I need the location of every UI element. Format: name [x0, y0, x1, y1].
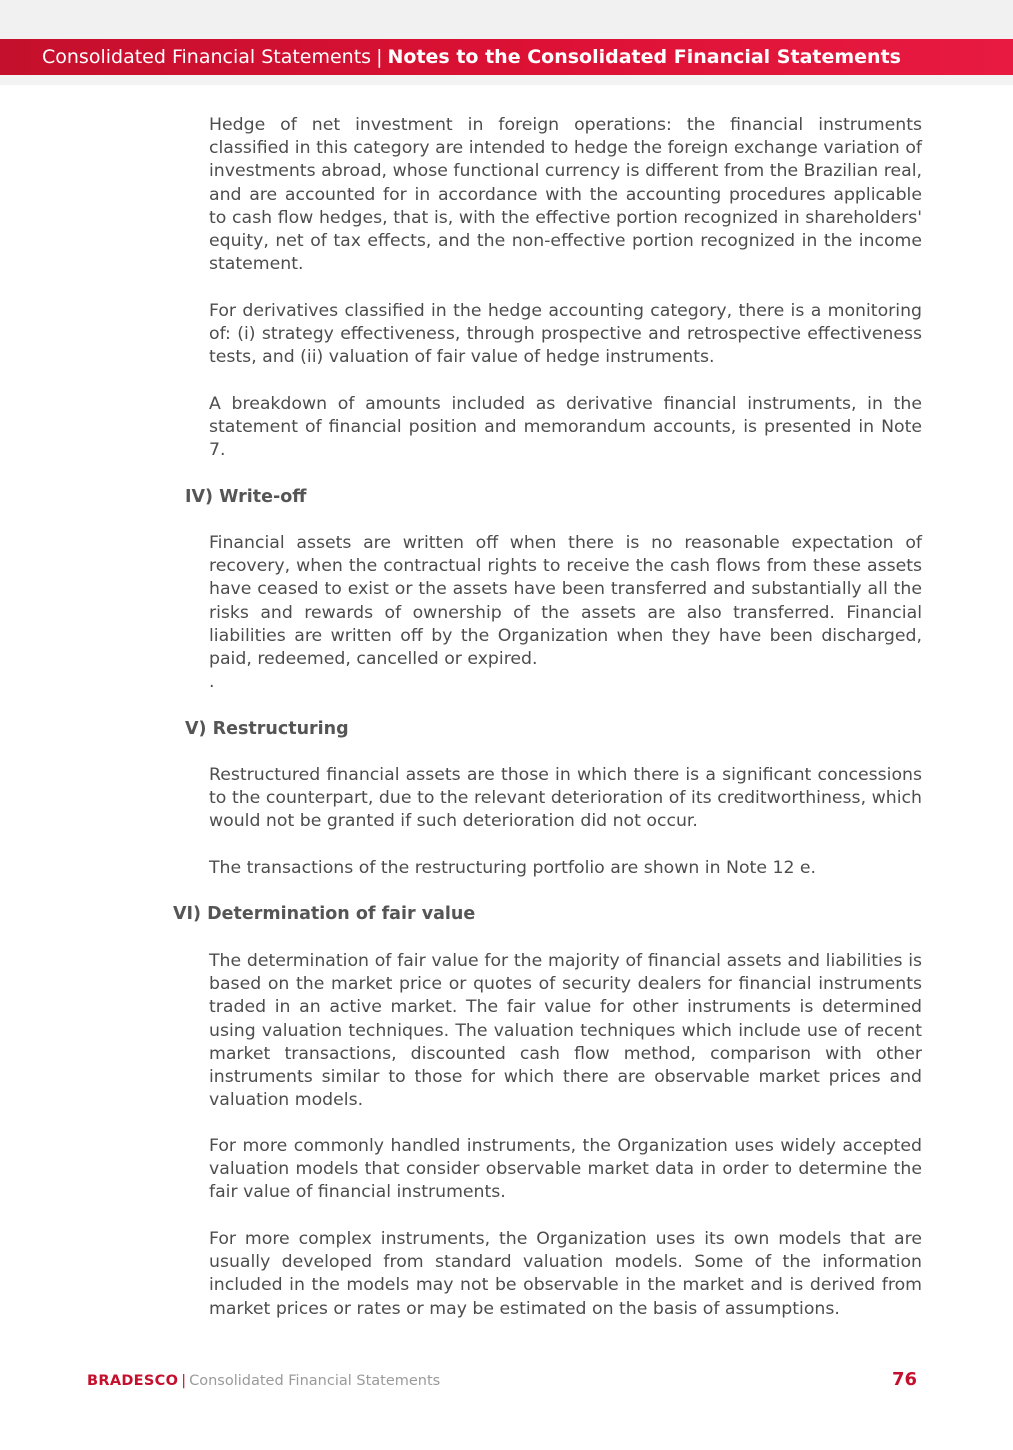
writeoff-paragraph: Financial assets are written off when there is no reasonable expectation of recovery, when the contractual rights to receive the cash flows from these assets have ceased to exist or the assets have been transferred and substantially all the risks and rewards of ownership of the assets are also transferred. Financial liabilities are written off by the Organization when they have been discharged, paid, redeemed, cancelled or expired.: [209, 533, 922, 670]
breakdown-paragraph: A breakdown of amounts included as derivative financial instruments, in the statement of financial position and memorandum accounts, is presented in Note 7.: [209, 394, 922, 461]
writeoff-dot: .: [209, 672, 215, 692]
restructuring-paragraph: Restructured financial assets are those in which there is a significant concessions to the counterpart, due to the relevant deterioration of its creditworthiness, which would not be granted if such deterioration did not occur.: [209, 765, 922, 832]
header-shadow: [0, 75, 1013, 85]
footer: [87, 1372, 440, 1390]
fair-value-paragraph-3: For more complex instruments, the Organization uses its own models that are usually developed from standard valuation models. Some of the information included in the models may not be observable in the market and is derived from market prices or rates or may be estimated on the basis of assumptions.: [209, 1229, 922, 1319]
restructuring-heading: V) Restructuring: [185, 719, 349, 739]
top-strip: [0, 0, 1013, 39]
page-header: [0, 39, 1013, 75]
restructuring-note-paragraph: The transactions of the restructuring portfolio are shown in Note 12 e.: [209, 858, 817, 878]
footer-brand: BRADESCO: [87, 1373, 179, 1389]
footer-separator: |: [181, 1373, 187, 1389]
fair-value-paragraph-2: For more commonly handled instruments, the Organization uses widely accepted valuation models that consider observable market data in order to determine the fair value of financial instruments.: [209, 1136, 922, 1203]
header-separator: |: [376, 46, 383, 68]
fair-value-paragraph-1: The determination of fair value for the majority of financial assets and liabilities is based on the market price or quotes of security dealers for financial instruments traded in an active market. The fair value for other instruments is determined using valuation techniques. The valuation techniques which include use of recent market transactions, discounted cash flow method, comparison with other instruments similar to those for which there are observable market prices and valuation models.: [209, 951, 922, 1111]
hedge-net-investment-paragraph: Hedge of net investment in foreign operations: the financial instruments classified in this category are intended to hedge the foreign exchange variation of investments abroad, whose functional currency is different from the Brazilian real, and are accounted for in accordance with the accounting procedures applicable to cash flow hedges, that is, with the effective portion recognized in shareholders' equity, net of tax effects, and the non-effective portion recognized in the income statement.: [209, 115, 922, 275]
writeoff-heading: IV) Write-off: [185, 487, 307, 507]
fair-value-heading: VI) Determination of fair value: [173, 904, 476, 924]
hedge-monitoring-paragraph: For derivatives classified in the hedge accounting category, there is a monitoring of: (i) strategy effectiveness, through prospective and retrospective effectiveness tests, and (ii) valuation of fair value of hedge instruments.: [209, 301, 922, 368]
header-section: Consolidated Financial Statements: [42, 46, 372, 68]
footer-title: Consolidated Financial Statements: [189, 1373, 441, 1389]
header-current-section: Notes to the Consolidated Financial Statements: [387, 46, 901, 68]
header-breadcrumb: [42, 39, 901, 75]
page-number: 76: [891, 1369, 917, 1390]
